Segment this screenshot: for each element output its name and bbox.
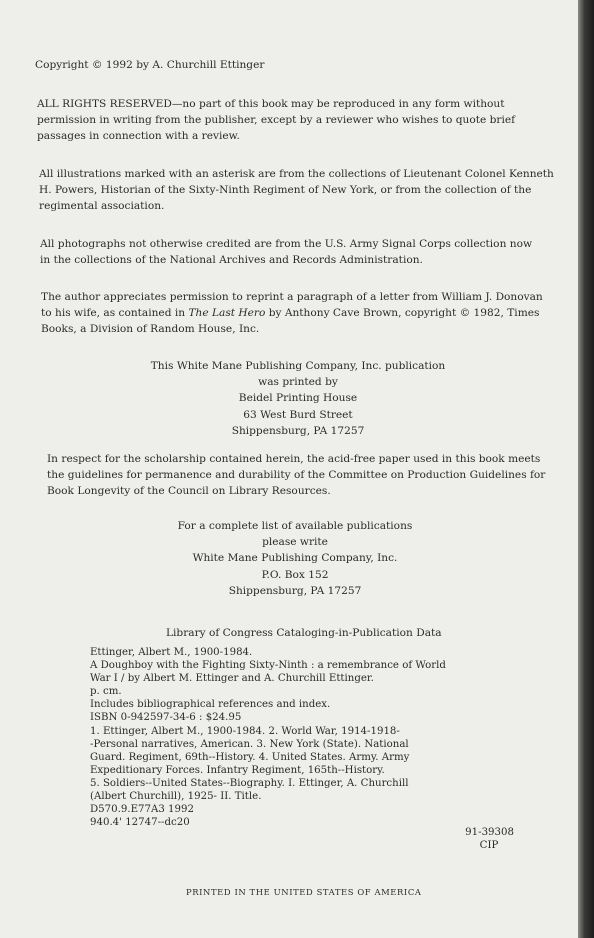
printed-in-footer: PRINTED IN THE UNITED STATES OF AMERICA [186,887,422,897]
permission-paragraph: The author appreciates permission to reprint a paragraph of a letter from William J. Donovan to his wife, as contained in The Last Hero by Anthony Cave Brown, copyright © 1982, Times Books, a Division of Random House, Inc. [41,291,543,336]
acid-free-paper-paragraph: In respect for the scholarship contained herein, the acid-free paper used in this book meets the guidelines for permanence and durability of the Committee on Production Guidelines for Book Longevity of the Council on Library Resources. [47,453,546,498]
cip-record: Ettinger, Albert M., 1900-1984. A Doughboy with the Fighting Sixty-Ninth : a remembrance of World War I / by Albert M. Ettinger and A. Churchill Ettinger. p. cm. Includes bibliographical references and index. ISBN 0-942597-34-6 : $24.95 1. Ettinger, Albert M., 1900-1984. 2. World War, 1914-1918- -Personal narratives, American. 3. New York (State). National Guard. Regiment, 69th--History. 4. United States. Army. Army Expeditionary Forces. Infantry Regiment, 165th--History. 5. Soldiers--United States--Biography. I. Ettinger, A. Churchill (Albert Churchill), 1925- II. Title. D570.9.E77A3 1992 940.4' 12747--dc20 [90,647,446,829]
illustrations-paragraph: All illustrations marked with an asterisk are from the collections of Lieutenant Colonel Kenneth H. Powers, Historian of the Sixty-Ninth Regiment of New York, or from the collection of the regimental association. [39,168,554,213]
book-spine-edge [578,0,594,938]
publisher-address-block: For a complete list of available publications please write White Mane Publishing Company, Inc. P.O. Box 152 Shippensburg, PA 17257 [177,520,413,597]
printer-block: This White Mane Publishing Company, Inc. publication was printed by Beidel Printing House 63 West Burd Street Shippensburg, PA 17257 [150,360,446,437]
cip-number-block: 91-39308 CIP [465,827,514,852]
rights-reserved-paragraph: ALL RIGHTS RESERVED—no part of this book may be reproduced in any form without permission in writing from the publisher, except by a reviewer who wishes to quote brief passages in connection with a review. [37,98,516,143]
copyright-notice: Copyright © 1992 by A. Churchill Ettinger [35,59,265,71]
photographs-paragraph: All photographs not otherwise credited are from the U.S. Army Signal Corps collection now in the collections of the National Archives and Records Administration. [40,238,533,267]
cip-heading: Library of Congress Cataloging-in-Publication Data [166,627,442,639]
book-title: The Last Hero [188,307,266,320]
